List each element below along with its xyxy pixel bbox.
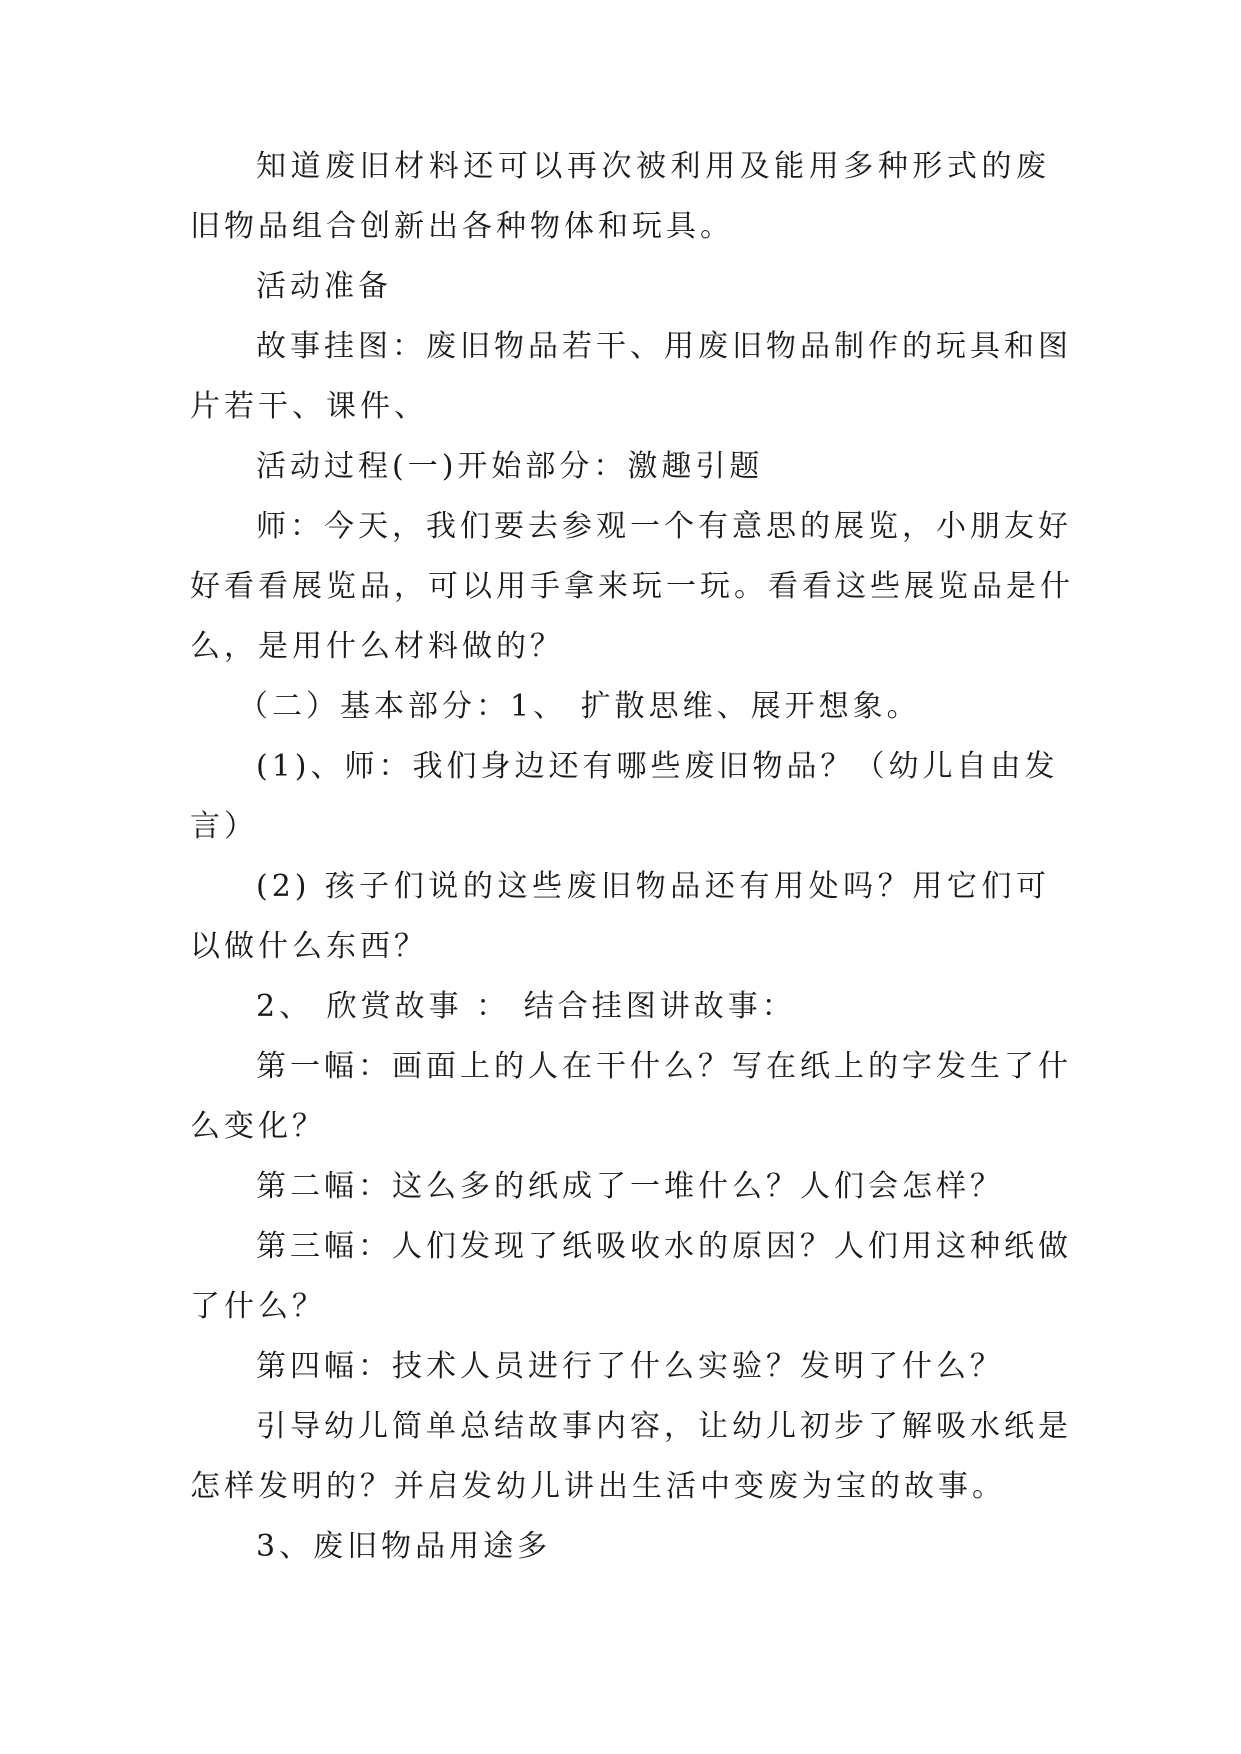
text-line-16: 第一幅：画面上的人在干什么？写在纸上的字发生了什 bbox=[256, 1049, 1072, 1084]
text-line-15: 2、 欣赏故事 ： 结合挂图讲故事： bbox=[256, 989, 796, 1024]
text-line-12: 言） bbox=[190, 809, 258, 844]
text-line-22: 引导幼儿简单总结故事内容，让幼儿初步了解吸水纸是 bbox=[256, 1409, 1072, 1444]
text-line-20: 了什么？ bbox=[190, 1289, 326, 1324]
text-line-23: 怎样发明的？并启发幼儿讲出生活中变废为宝的故事。 bbox=[190, 1469, 1006, 1504]
text-line-14: 以做什么东西？ bbox=[190, 929, 428, 964]
text-line-2: 旧物品组合创新出各种物体和玩具。 bbox=[190, 209, 734, 244]
text-line-11: (1)、师：我们身边还有哪些废旧物品？（幼儿自由发 bbox=[256, 749, 1059, 784]
text-line-8: 好看看展览品，可以用手拿来玩一玩。看看这些展览品是什 bbox=[190, 569, 1074, 604]
text-line-6: 活动过程(一)开始部分：激趣引题 bbox=[256, 449, 764, 484]
text-line-10: （二）基本部分：1、 扩散思维、展开想象。 bbox=[238, 689, 921, 724]
text-line-1: 知道废旧材料还可以再次被利用及能用多种形式的废 bbox=[256, 149, 1050, 184]
text-line-18: 第二幅：这么多的纸成了一堆什么？人们会怎样？ bbox=[256, 1169, 1004, 1204]
text-line-7: 师：今天，我们要去参观一个有意思的展览，小朋友好 bbox=[256, 509, 1072, 544]
text-line-13: (2) 孩子们说的这些废旧物品还有用处吗？用它们可 bbox=[256, 869, 1050, 904]
text-line-17: 么变化？ bbox=[190, 1109, 326, 1144]
text-line-3: 活动准备 bbox=[256, 269, 392, 304]
text-line-5: 片若干、课件、 bbox=[190, 389, 428, 424]
text-line-9: 么，是用什么材料做的？ bbox=[190, 629, 564, 664]
text-line-4: 故事挂图：废旧物品若干、用废旧物品制作的玩具和图 bbox=[256, 329, 1072, 364]
text-line-24: 3、废旧物品用途多 bbox=[256, 1529, 552, 1564]
text-line-21: 第四幅：技术人员进行了什么实验？发明了什么？ bbox=[256, 1349, 1004, 1384]
text-line-19: 第三幅：人们发现了纸吸收水的原因？人们用这种纸做 bbox=[256, 1229, 1072, 1264]
